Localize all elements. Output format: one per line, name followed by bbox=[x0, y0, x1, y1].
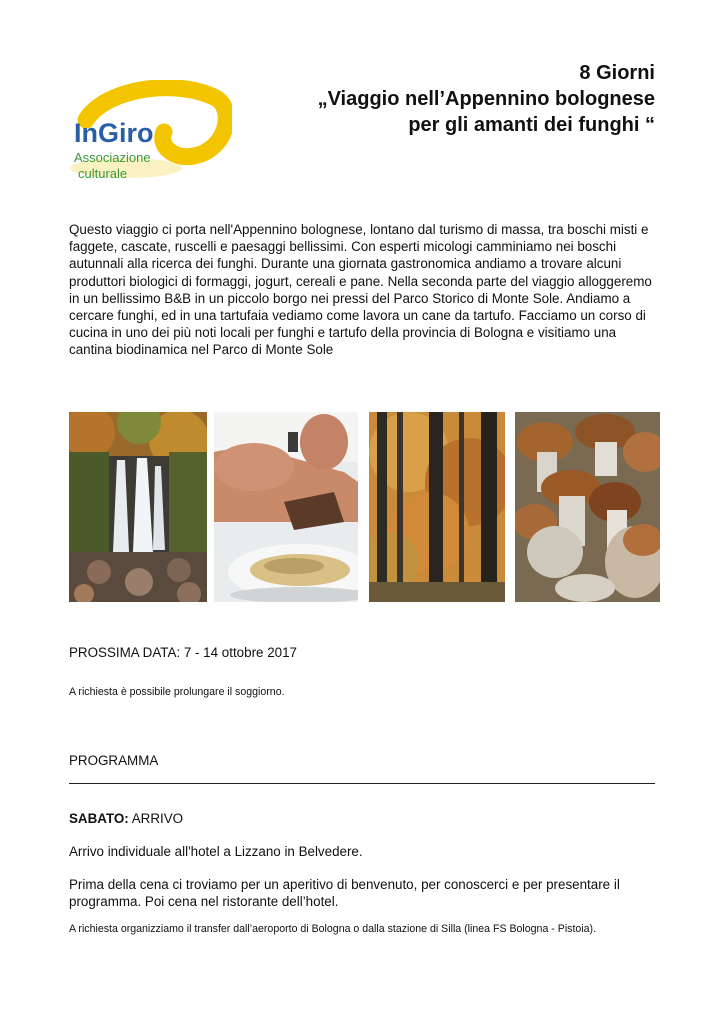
programma-heading: PROGRAMMA bbox=[69, 753, 159, 768]
truffle-pasta-photo bbox=[214, 412, 358, 602]
extend-stay-note: A richiesta è possibile prolungare il soggiorno. bbox=[69, 686, 285, 698]
ingiro-logo bbox=[66, 80, 232, 186]
day-heading bbox=[69, 811, 183, 826]
next-date: PROSSIMA DATA: 7 - 14 ottobre 2017 bbox=[69, 645, 297, 660]
waterfall-photo bbox=[69, 412, 207, 602]
title-line-1: 8 Giorni bbox=[579, 62, 655, 84]
title-line-2: „Viaggio nell’Appennino bolognese bbox=[317, 88, 655, 110]
autumn-forest-photo bbox=[369, 412, 505, 602]
day-title: ARRIVO bbox=[131, 811, 184, 826]
logo-line2-text: culturale bbox=[78, 166, 128, 181]
logo-brand-text: InGiro bbox=[74, 118, 154, 148]
transfer-note: A richiesta organizziamo il transfer dall’aeroporto di Bologna o dalla stazione di Silla (linea FS Bologna - Pistoia). bbox=[69, 923, 597, 935]
porcini-mushrooms-photo bbox=[515, 412, 660, 602]
arrival-paragraph: Arrivo individuale all'hotel a Lizzano in Belvedere. bbox=[69, 844, 363, 859]
document-title bbox=[235, 60, 655, 138]
intro-paragraph: Questo viaggio ci porta nell'Appennino bolognese, lontano dal turismo di massa, tra boschi misti e faggete, cascate, ruscelli e paesaggi bellissimi. Con esperti micologi camminiamo nei boschi autunnali alla ricerca dei funghi. Durante una giornata gastronomica andiamo a trovare alcuni produttori biologici di formaggi, jogurt, cereali e pane. Nella seconda parte del viaggio alloggeremo in un bellissimo B&B in un piccolo borgo nei pressi del Parco Storico di Monte Sole. Andiamo a cercare funghi, ed in una tartufaia vediamo come lavora un cane da tartufo. Facciamo un corso di cucina in uno dei più noti locali per funghi e tartufo della provincia di Bologna e visitiamo una cantina biodinamica nel Parco di Monte Sole bbox=[69, 222, 652, 358]
dinner-paragraph: Prima della cena ci troviamo per un aperitivo di benvenuto, per conoscerci e per presentare il programma. Poi cena nel ristorante dell’hotel. bbox=[69, 877, 620, 910]
day-label: SABATO: bbox=[69, 811, 129, 826]
photo-strip bbox=[69, 412, 660, 602]
section-divider bbox=[69, 783, 655, 784]
title-line-3: per gli amanti dei funghi “ bbox=[408, 114, 655, 136]
logo-line1-text: Associazione bbox=[74, 150, 151, 165]
